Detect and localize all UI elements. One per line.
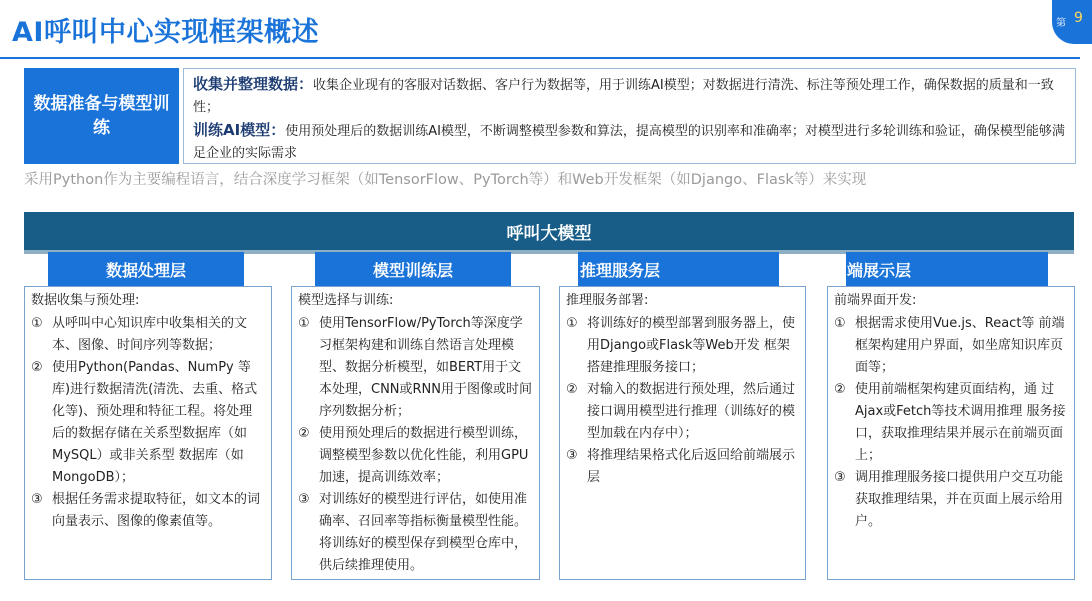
list-marker: ① (298, 316, 310, 331)
list-item (298, 423, 533, 489)
layer-tab-training (315, 252, 511, 286)
page-title: AI呼叫中心实现框架概述 (12, 17, 319, 48)
layer-tab-label: 数据处理层 (105, 260, 186, 280)
list-item-text: 将推理结果格式化后返回给前端展示层 (587, 448, 796, 485)
layer-tab-data (48, 252, 244, 286)
list-item-text: 对输入的数据进行预处理，然后通过接口调用模型进行推理（训练好的模型加载在内存中）； (587, 382, 796, 441)
list-item (566, 445, 799, 489)
list-item-text: 使用前端框架构建页面结构，通 过Ajax或Fetch等技术调用推理 服务接口，获取推理结果并展示在前端页面上； (855, 382, 1066, 463)
title-divider (0, 57, 1080, 59)
list-item (298, 313, 533, 423)
column-data-processing (24, 286, 272, 580)
list-item-text: 对训练好的模型进行评估，如使用准确率、召回率等指标衡量模型性能。将训练好的模型保存到模型仓库中，供后续推理使用。 (319, 492, 528, 573)
prep-item-text: 使用预处理后的数据训练AI模型，不断调整模型参数和算法，提高模型的识别率和准确率；对模型进行多轮训练和验证，确保模型能够满足企业的实际需求 (193, 124, 1065, 161)
layer-tab-inference (578, 252, 779, 286)
prep-section-content (183, 68, 1076, 164)
prep-item-text: 收集企业现有的客服对话数据、客户行为数据等，用于训练AI模型；对数据进行清洗、标注等预处理工作，确保数据的质量和一致性； (193, 78, 1054, 115)
column-heading: 模型选择与训练: (298, 293, 394, 308)
column-heading: 前端界面开发: (834, 293, 917, 308)
prep-item-heading: 训练AI模型： (193, 121, 286, 139)
list-marker: ② (566, 382, 578, 397)
list-item (566, 379, 799, 445)
list-marker: ① (31, 316, 43, 331)
list-marker: ③ (834, 470, 846, 485)
prep-section-label (24, 68, 179, 164)
list-marker: ② (298, 426, 310, 441)
list-item (834, 467, 1068, 533)
page-number-badge (1052, 0, 1092, 44)
list-item-text: 使用Python(Pandas、NumPy 等库)进行数据清洗(清洗、去重、格式化等)、预处理和特征工程。将处理后的数据存储在关系型数据库（如MySQL）或非关系型 数据库（如MongoDB）； (52, 360, 258, 485)
list-marker: ① (566, 316, 578, 331)
column-heading: 推理服务部署: (566, 293, 649, 308)
prep-item-collect (193, 73, 1067, 119)
list-marker: ② (31, 360, 43, 375)
model-bar (24, 212, 1074, 250)
column-inference-service (559, 286, 806, 580)
column-heading: 数据收集与预处理: (31, 293, 140, 308)
language-note: 采用Python作为主要编程语言，结合深度学习框架（如TensorFlow、PyTorch等）和Web开发框架（如Django、Flask等）来实现 (24, 172, 867, 188)
layer-tab-frontend (846, 252, 1048, 286)
list-item-text: 根据任务需求提取特征，如文本的词向量表示、图像的像素值等。 (52, 492, 261, 529)
list-item (834, 379, 1068, 467)
layer-tab-label: 端展示层 (847, 260, 912, 280)
list-item (31, 357, 265, 489)
list-item-text: 调用推理服务接口提供用户交互功能获取推理结果，并在页面上展示给用户。 (855, 470, 1064, 529)
prep-item-heading: 收集并整理数据： (193, 75, 314, 93)
list-marker: ③ (298, 492, 310, 507)
layer-tab-label: 推理服务层 (580, 260, 661, 280)
list-item-text: 使用TensorFlow/PyTorch等深度学习框架构建和训练自然语言处理模型、数据分析模型，如BERT用于文本处理，CNN或RNN用于图像或时间序列数据分析； (319, 316, 533, 419)
prep-label-text: 数据准备与模型训练 (33, 94, 170, 138)
list-marker: ① (834, 316, 846, 331)
layer-tab-label: 模型训练层 (372, 260, 453, 280)
page-badge-prefix: 第 (1056, 18, 1066, 29)
prep-item-train (193, 119, 1067, 165)
list-marker: ③ (31, 492, 43, 507)
column-frontend-display (827, 286, 1075, 580)
list-item-text: 使用预处理后的数据进行模型训练，调整模型参数以优化性能，利用GPU加速，提高训练效率； (319, 426, 529, 485)
column-model-training (291, 286, 540, 580)
list-marker: ③ (566, 448, 578, 463)
model-bar-label: 呼叫大模型 (506, 223, 592, 244)
list-item (298, 489, 533, 577)
list-item (834, 313, 1068, 379)
page-badge-number: 9 (1074, 10, 1083, 26)
list-item (31, 489, 265, 533)
list-item-text: 根据需求使用Vue.js、React等 前端框架构建用户界面，如坐席知识库页面等； (855, 316, 1065, 375)
list-item (566, 313, 799, 379)
list-item-text: 从呼叫中心知识库中收集相关的文本、图像、时间序列等数据； (52, 316, 248, 353)
list-marker: ② (834, 382, 846, 397)
list-item-text: 将训练好的模型部署到服务器上，使用Django或Flask等Web开发 框架搭建推理服务接口； (587, 316, 796, 375)
list-item (31, 313, 265, 357)
